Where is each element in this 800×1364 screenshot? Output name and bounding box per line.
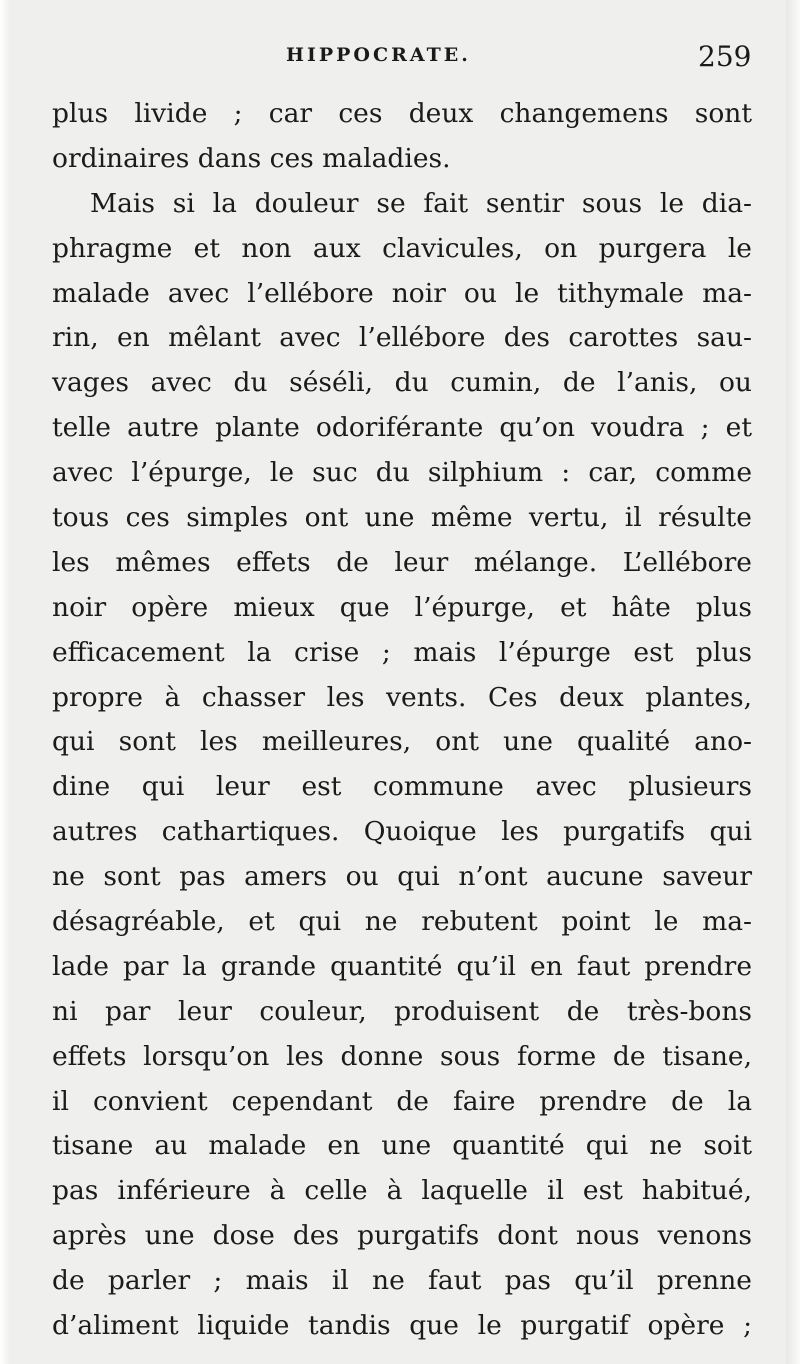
text-line: il convient cependant de faire prendre de la [52, 1085, 752, 1117]
text-line: avec l’épurge, le suc du silphium : car, comme [52, 457, 752, 489]
text-line: Mais si la douleur se fait sentir sous le dia- [90, 187, 752, 219]
text-line: plus livide ; car ces deux changemens sont [52, 98, 752, 129]
text-line: qui sont les meilleures, ont une qualité ano- [52, 726, 752, 758]
text-line: effets lorsqu’on les donne sous forme de tisane, [52, 1040, 752, 1072]
text-line: pas inférieure à celle à laquelle il est habitué, [52, 1175, 752, 1207]
page-number: 259 [698, 40, 752, 73]
running-head: HIPPOCRATE. [286, 44, 471, 66]
text-line: vages avec du séséli, du cumin, de l’anis, ou [52, 367, 752, 399]
text-line: désagréable, et qui ne rebutent point le ma- [52, 906, 752, 938]
body-text [52, 92, 752, 1349]
page-header [0, 40, 800, 84]
text-line: efficacement la crise ; mais l’épurge est plus [52, 636, 752, 668]
text-line: tisane au malade en une quantité qui ne soit [52, 1130, 752, 1162]
text-line: malade avec l’ellébore noir ou le tithymale ma- [52, 277, 752, 309]
text-line: après une dose des purgatifs dont nous venons [52, 1220, 752, 1252]
text-line: telle autre plante odoriférante qu’on voudra ; et [52, 412, 752, 444]
text-line: autres cathartiques. Quoique les purgatifs qui [52, 816, 752, 848]
text-line: noir opère mieux que l’épurge, et hâte plus [52, 591, 752, 623]
text-line: lade par la grande quantité qu’il en faut prendre [52, 950, 752, 982]
text-line: ni par leur couleur, produisent de très-bons [52, 995, 752, 1027]
text-line: ordinaires dans ces maladies. [52, 142, 451, 174]
text-line: propre à chasser les vents. Ces deux plantes, [52, 681, 752, 713]
text-line: tous ces simples ont une même vertu, il résulte [52, 502, 752, 534]
text-line: phragme et non aux clavicules, on purgera le [52, 232, 752, 264]
text-line: dine qui leur est commune avec plusieurs [52, 771, 752, 803]
text-line: de parler ; mais il ne faut pas qu’il prenne [52, 1265, 752, 1297]
text-line: les mêmes effets de leur mélange. L’ellébore [52, 546, 752, 578]
text-line: ne sont pas amers ou qui n’ont aucune saveur [52, 861, 752, 893]
text-line: d’aliment liquide tandis que le purgatif opère ; [52, 1310, 752, 1342]
text-line: rin, en mêlant avec l’ellébore des carottes sau- [52, 322, 752, 354]
